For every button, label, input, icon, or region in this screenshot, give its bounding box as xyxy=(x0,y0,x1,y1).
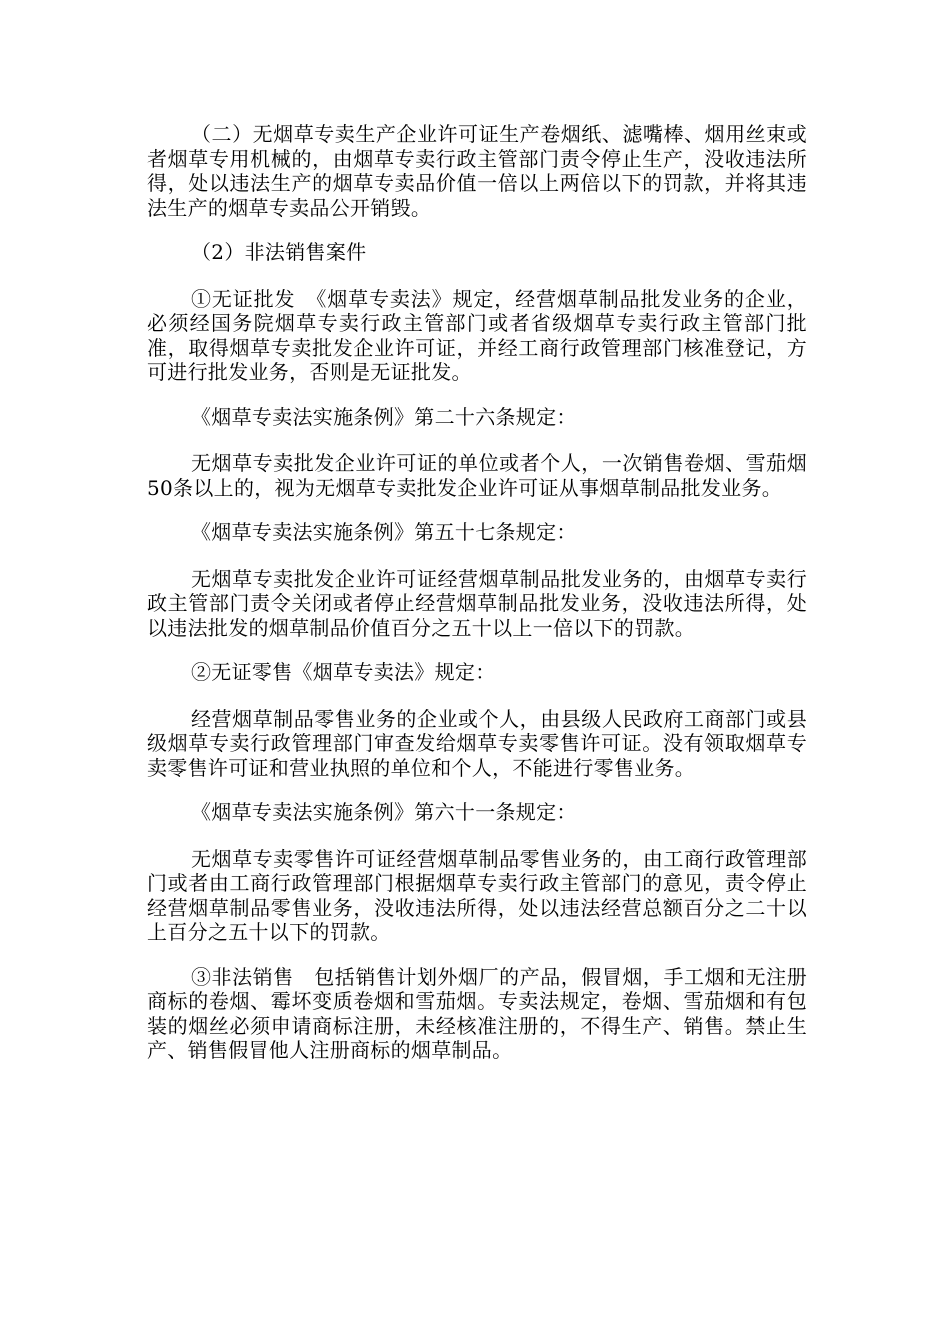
citation-article-61: 《烟草专卖法实施条例》第六十一条规定： xyxy=(191,800,577,824)
paragraph-retail-licensing: 经营烟草制品零售业务的企业或个人，由县级人民政府工商部门或县级烟草专卖行政管理部门审查发给烟草专卖零售许可证。没有领取烟草专卖零售许可证和营业执照的单位和个人，不能进行零售业务。 xyxy=(147,706,807,780)
paragraph-article-26-text: 无烟草专卖批发企业许可证的单位或者个人，一次销售卷烟、雪茄烟50条以上的，视为无烟草专卖批发企业许可证从事烟草制品批发业务。 xyxy=(147,451,807,500)
paragraph-unlicensed-retail-heading: ②无证零售《烟草专卖法》规定： xyxy=(191,660,496,684)
paragraph-article-61-text: 无烟草专卖零售许可证经营烟草制品零售业务的，由工商行政管理部门或者由工商行政管理部门根据烟草专卖行政主管部门的意见，责令停止经营烟草制品零售业务，没收违法所得，处以违法经营总额百分之二十以上百分之五十以下的罚款。 xyxy=(147,846,807,944)
paragraph-unlicensed-wholesale: ①无证批发 《烟草专卖法》规定，经营烟草制品批发业务的企业，必须经国务院烟草专卖行政主管部门或者省级烟草专卖行政主管部门批准，取得烟草专卖批发企业许可证，并经工商行政管理部门核准登记，方可进行批发业务，否则是无证批发。 xyxy=(147,286,807,384)
document-page xyxy=(147,122,807,1083)
paragraph-article-57-text: 无烟草专卖批发企业许可证经营烟草制品批发业务的，由烟草专卖行政主管部门责令关闭或者停止经营烟草制品批发业务，没收违法所得，处以违法批发的烟草制品价值百分之五十以上一倍以下的罚款。 xyxy=(147,566,807,640)
paragraph-unlicensed-production: （二）无烟草专卖生产企业许可证生产卷烟纸、滤嘴棒、烟用丝束或者烟草专用机械的，由烟草专卖行政主管部门责令停止生产，没收违法所得，处以违法生产的烟草专卖品价值一倍以上两倍以下的罚款，并将其违法生产的烟草专卖品公开销毁。 xyxy=(147,122,807,220)
section-heading-illegal-sales: （2）非法销售案件 xyxy=(191,240,367,264)
citation-article-57: 《烟草专卖法实施条例》第五十七条规定： xyxy=(191,520,577,544)
paragraph-illegal-sales: ③非法销售 包括销售计划外烟厂的产品，假冒烟，手工烟和无注册商标的卷烟、霉坏变质卷烟和雪茄烟。专卖法规定，卷烟、雪茄烟和有包装的烟丝必须申请商标注册，未经核准注册的，不得生产、销售。禁止生产、销售假冒他人注册商标的烟草制品。 xyxy=(147,964,807,1062)
citation-article-26: 《烟草专卖法实施条例》第二十六条规定： xyxy=(191,404,577,429)
